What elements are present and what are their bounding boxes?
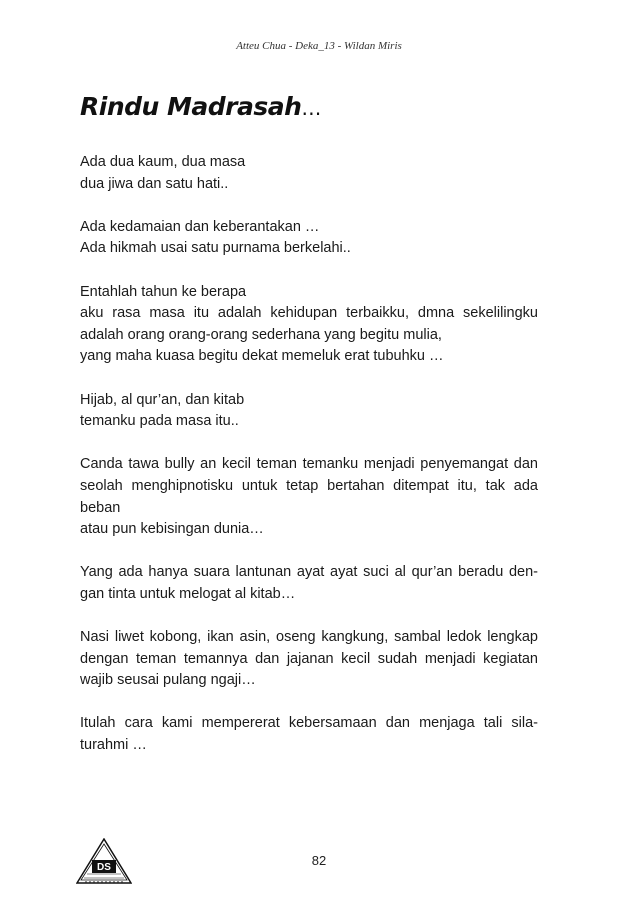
poem-line: Hijab, al qur’an, dan kitab (80, 391, 245, 408)
poem-line: dengan teman temannya dan jajanan kecil sudah menjadi kegiatan (80, 650, 538, 667)
poem-line: Ada kedamaian dan keberantakan … (80, 218, 320, 235)
stanza (80, 282, 538, 368)
stanza (80, 217, 538, 260)
poem-line: Ada hikmah usai satu purnama berkelahi.. (80, 240, 351, 257)
poem-line: turahmi … (80, 737, 147, 754)
stanza (80, 152, 538, 195)
poem-line: Itulah cara kami mempererat kebersamaan dan menjaga tali sila- (80, 715, 538, 732)
stanza (80, 713, 538, 756)
poem-line: Ada dua kaum, dua masa (80, 154, 246, 170)
poem-body (80, 152, 538, 778)
running-header: Atteu Chua - Deka_13 - Wildan Miris (236, 40, 402, 52)
poem-line: beban (80, 499, 121, 516)
logo-text: DS (97, 862, 111, 873)
stanza (80, 562, 538, 605)
poem-line: adalah orang orang-orang sederhana yang begitu mulia, (80, 326, 442, 343)
poem-line: seolah menghipnotisku untuk tetap bertahan ditempat itu, tak ada (80, 477, 538, 494)
stanza (80, 454, 538, 540)
stanza (80, 390, 538, 433)
poem-line: dua jiwa dan satu hati.. (80, 175, 229, 192)
poem-line: Canda tawa bully an kecil teman temanku menjadi penyemangat dan (80, 456, 538, 473)
poem-line: Nasi liwet kobong, ikan asin, oseng kangkung, sambal ledok lengkap (80, 629, 538, 646)
poem-line: Entahlah tahun ke berapa (80, 283, 247, 300)
poem-line: gan tinta untuk melogat al kitab… (80, 585, 296, 602)
poem-line: Yang ada hanya suara lantunan ayat ayat suci al qur’an beradu den- (80, 564, 538, 581)
poem-title-suffix: … (301, 96, 323, 120)
page-number: 82 (311, 853, 327, 868)
poem-title-text: Rindu Madrasah (80, 92, 302, 121)
stanza (80, 627, 538, 692)
poem-title (80, 92, 322, 121)
poem-line: wajib seusai pulang ngaji… (80, 672, 256, 689)
poem-line: temanku pada masa itu.. (80, 413, 239, 430)
poem-line: aku rasa masa itu adalah kehidupan terbaikku, dmna sekelilingku (80, 305, 538, 322)
poem-line: atau pun kebisingan dunia… (80, 521, 264, 538)
poem-line: yang maha kuasa begitu dekat memeluk erat tubuhku … (80, 348, 444, 365)
